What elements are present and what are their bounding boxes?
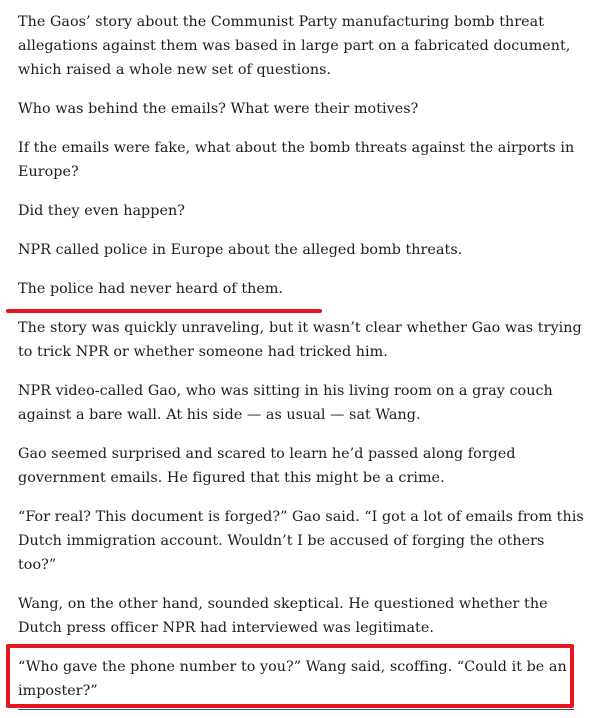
article-paragraph: NPR video-called Gao, who was sitting in his living room on a gray couch against a bare wall. At his side — as usual — sat Wang. <box>18 383 553 423</box>
article-paragraph: Wang, on the other hand, sounded skeptical. He questioned whether the Dutch press officer NPR had interviewed was legitimate. <box>18 596 548 636</box>
red-box-annotation <box>6 644 574 708</box>
article-paragraph-highlighted: The police had never heard of them. <box>18 281 284 297</box>
red-underline-annotation <box>6 309 322 313</box>
article-paragraph: The Gaos’ story about the Communist Party manufacturing bomb threat allegations against them was based in large part on a fabricated document, which raised a whole new set of questions. <box>18 14 571 78</box>
article-paragraph: If the emails were fake, what about the bomb threats against the airports in Europe? <box>18 140 575 180</box>
article-paragraph: Gao seemed surprised and scared to learn he’d passed along forged government emails. He figured that this might be a crime. <box>18 446 516 486</box>
article-paragraph: Who was behind the emails? What were their motives? <box>18 101 419 117</box>
article-paragraph: The story was quickly unraveling, but it wasn’t clear whether Gao was trying to trick NPR or whether someone had tricked him. <box>18 320 582 360</box>
article-paragraph-boxed: “Who gave the phone number to you?” Wang said, scoffing. “Could it be an imposter?” <box>18 659 567 699</box>
article-paragraph: Did they even happen? <box>18 203 185 219</box>
article-body <box>18 10 584 718</box>
article-paragraph: “For real? This document is forged?” Gao said. “I got a lot of emails from this Dutch immigration account. Wouldn’t I be accused of forging the others too?” <box>18 509 584 573</box>
article-paragraph: NPR called police in Europe about the alleged bomb threats. <box>18 242 463 258</box>
bottom-divider <box>18 709 574 710</box>
